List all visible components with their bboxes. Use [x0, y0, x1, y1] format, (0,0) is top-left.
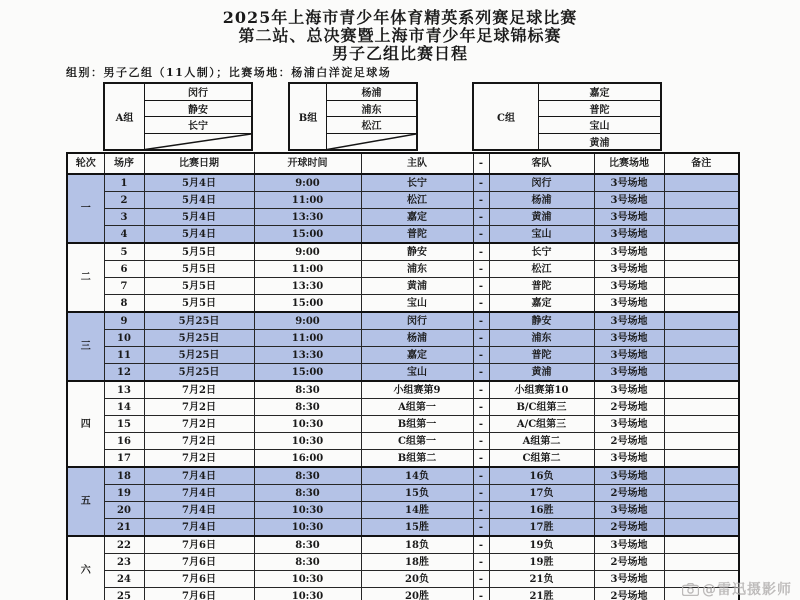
kickoff-time-cell: 16:00 — [254, 450, 361, 468]
remarks-cell — [664, 243, 739, 261]
vs-dash-cell: - — [473, 278, 489, 295]
remarks-cell — [664, 330, 739, 347]
kickoff-time-cell: 11:00 — [254, 330, 361, 347]
group-box-b — [288, 82, 418, 151]
kickoff-time-cell: 8:30 — [254, 399, 361, 416]
kickoff-time-cell: 13:30 — [254, 347, 361, 364]
table-row — [67, 295, 739, 313]
table-row — [67, 467, 739, 485]
match-schedule-table — [66, 152, 740, 600]
home-team-cell: 普陀 — [361, 226, 473, 244]
home-team-cell: 宝山 — [361, 364, 473, 382]
group-team: 嘉定 — [539, 84, 660, 101]
group-box-c — [472, 82, 662, 151]
vs-dash-cell: - — [473, 209, 489, 226]
home-team-cell: 闵行 — [361, 312, 473, 330]
home-team-cell: A组第一 — [361, 399, 473, 416]
kickoff-time-cell: 9:00 — [254, 312, 361, 330]
match-no-cell: 23 — [104, 554, 144, 571]
vs-dash-cell: - — [473, 192, 489, 209]
venue-cell: 3号场地 — [594, 416, 664, 433]
away-team-cell: 松江 — [489, 261, 594, 278]
kickoff-time-cell: 8:30 — [254, 536, 361, 554]
remarks-cell — [664, 312, 739, 330]
date-cell: 5月5日 — [144, 261, 254, 278]
home-team-cell: 静安 — [361, 243, 473, 261]
venue-cell: 2号场地 — [594, 554, 664, 571]
date-cell: 7月2日 — [144, 433, 254, 450]
date-cell: 7月6日 — [144, 571, 254, 588]
away-team-cell: 杨浦 — [489, 192, 594, 209]
date-cell: 7月4日 — [144, 485, 254, 502]
home-team-cell: 宝山 — [361, 295, 473, 313]
match-no-cell: 25 — [104, 588, 144, 600]
home-team-cell: 15胜 — [361, 519, 473, 537]
date-cell: 7月2日 — [144, 399, 254, 416]
vs-dash-cell: - — [473, 416, 489, 433]
match-no-cell: 13 — [104, 381, 144, 399]
away-team-cell: 17胜 — [489, 519, 594, 537]
vs-dash-cell: - — [473, 536, 489, 554]
venue-cell: 3号场地 — [594, 330, 664, 347]
match-no-cell: 3 — [104, 209, 144, 226]
round-number-cell: 一 — [67, 174, 104, 243]
round-number-cell: 六 — [67, 536, 104, 600]
kickoff-time-cell: 10:30 — [254, 588, 361, 600]
kickoff-time-cell: 9:00 — [254, 174, 361, 192]
group-team: 宝山 — [539, 117, 660, 134]
venue-cell: 2号场地 — [594, 519, 664, 537]
date-cell: 5月5日 — [144, 243, 254, 261]
match-no-cell: 15 — [104, 416, 144, 433]
home-team-cell: 18胜 — [361, 554, 473, 571]
table-row — [67, 243, 739, 261]
vs-dash-cell: - — [473, 485, 489, 502]
venue-cell: 3号场地 — [594, 278, 664, 295]
home-team-cell: 松江 — [361, 192, 473, 209]
match-no-cell: 19 — [104, 485, 144, 502]
date-cell: 7月6日 — [144, 554, 254, 571]
kickoff-time-cell: 15:00 — [254, 295, 361, 313]
remarks-cell — [664, 192, 739, 209]
round-number-cell: 五 — [67, 467, 104, 536]
photographer-watermark — [682, 579, 792, 599]
group-label: B组 — [290, 84, 327, 149]
match-no-cell: 17 — [104, 450, 144, 468]
group-empty-diagonal-cell — [145, 134, 251, 150]
remarks-cell — [664, 502, 739, 519]
remarks-cell — [664, 226, 739, 244]
group-team: 浦东 — [327, 101, 416, 118]
vs-dash-cell: - — [473, 433, 489, 450]
date-cell: 7月4日 — [144, 467, 254, 485]
away-team-cell: 黄浦 — [489, 209, 594, 226]
round-number-cell: 三 — [67, 312, 104, 381]
home-team-cell: 20胜 — [361, 588, 473, 600]
kickoff-time-cell: 13:30 — [254, 209, 361, 226]
group-team: 普陀 — [539, 101, 660, 118]
vs-dash-cell: - — [473, 399, 489, 416]
date-cell: 5月5日 — [144, 278, 254, 295]
kickoff-time-cell: 8:30 — [254, 485, 361, 502]
remarks-cell — [664, 174, 739, 192]
group-team-list — [145, 84, 251, 149]
away-team-cell: 浦东 — [489, 330, 594, 347]
remarks-cell — [664, 519, 739, 537]
kickoff-time-cell: 10:30 — [254, 433, 361, 450]
date-cell: 5月25日 — [144, 312, 254, 330]
venue-cell: 3号场地 — [594, 192, 664, 209]
date-cell: 7月6日 — [144, 588, 254, 600]
venue-cell: 3号场地 — [594, 347, 664, 364]
match-no-cell: 20 — [104, 502, 144, 519]
away-team-cell: 长宁 — [489, 243, 594, 261]
date-cell: 5月25日 — [144, 364, 254, 382]
vs-dash-cell: - — [473, 174, 489, 192]
away-team-cell: B/C组第三 — [489, 399, 594, 416]
kickoff-time-cell: 10:30 — [254, 416, 361, 433]
vs-dash-cell: - — [473, 502, 489, 519]
title-line-1: 2025年上海市青少年体育精英系列赛足球比赛 — [222, 8, 578, 27]
venue-cell: 2号场地 — [594, 485, 664, 502]
date-cell: 7月2日 — [144, 381, 254, 399]
home-team-cell: 15负 — [361, 485, 473, 502]
kickoff-time-cell: 8:30 — [254, 554, 361, 571]
title-line-2: 第二站、总决赛暨上海市青少年足球锦标赛 — [238, 26, 562, 45]
match-no-cell: 18 — [104, 467, 144, 485]
date-cell: 7月2日 — [144, 416, 254, 433]
remarks-cell — [664, 536, 739, 554]
table-row — [67, 502, 739, 519]
venue-cell: 3号场地 — [594, 502, 664, 519]
home-team-cell: 杨浦 — [361, 330, 473, 347]
remarks-cell — [664, 278, 739, 295]
home-team-cell: C组第一 — [361, 433, 473, 450]
away-team-cell: 黄浦 — [489, 364, 594, 382]
kickoff-time-cell: 15:00 — [254, 364, 361, 382]
vs-dash-cell: - — [473, 571, 489, 588]
home-team-cell: 小组赛第9 — [361, 381, 473, 399]
header-kickoff: 开球时间 — [254, 153, 361, 174]
group-box-a — [103, 82, 253, 151]
header-home-team: 主队 — [361, 153, 473, 174]
venue-cell: 3号场地 — [594, 174, 664, 192]
home-team-cell: 14胜 — [361, 502, 473, 519]
group-team: 杨浦 — [327, 84, 416, 101]
table-row — [67, 261, 739, 278]
table-row — [67, 536, 739, 554]
vs-dash-cell: - — [473, 295, 489, 313]
remarks-cell — [664, 554, 739, 571]
remarks-cell — [664, 347, 739, 364]
kickoff-time-cell: 9:00 — [254, 243, 361, 261]
header-match-no: 场序 — [104, 153, 144, 174]
home-team-cell: B组第二 — [361, 450, 473, 468]
header-round: 轮次 — [67, 153, 104, 174]
table-row — [67, 554, 739, 571]
document-title-block — [0, 9, 800, 63]
table-row — [67, 416, 739, 433]
match-no-cell: 4 — [104, 226, 144, 244]
match-no-cell: 5 — [104, 243, 144, 261]
table-row — [67, 399, 739, 416]
home-team-cell: 14负 — [361, 467, 473, 485]
home-team-cell: 黄浦 — [361, 278, 473, 295]
away-team-cell: 21负 — [489, 571, 594, 588]
group-team: 闵行 — [145, 84, 251, 101]
date-cell: 5月25日 — [144, 347, 254, 364]
away-team-cell: 16负 — [489, 467, 594, 485]
vs-dash-cell: - — [473, 243, 489, 261]
home-team-cell: 20负 — [361, 571, 473, 588]
date-cell: 7月6日 — [144, 536, 254, 554]
remarks-cell — [664, 364, 739, 382]
table-row — [67, 330, 739, 347]
header-venue: 比赛场地 — [594, 153, 664, 174]
remarks-cell — [664, 450, 739, 468]
home-team-cell: 18负 — [361, 536, 473, 554]
venue-cell: 3号场地 — [594, 226, 664, 244]
vs-dash-cell: - — [473, 467, 489, 485]
away-team-cell: A组第二 — [489, 433, 594, 450]
header-remarks: 备注 — [664, 153, 739, 174]
header-vs-dash: - — [473, 153, 489, 174]
kickoff-time-cell: 10:30 — [254, 571, 361, 588]
group-team-list — [327, 84, 416, 149]
home-team-cell: 浦东 — [361, 261, 473, 278]
match-no-cell: 12 — [104, 364, 144, 382]
table-row — [67, 347, 739, 364]
remarks-cell — [664, 399, 739, 416]
group-label: A组 — [105, 84, 145, 149]
away-team-cell: 21胜 — [489, 588, 594, 600]
table-row — [67, 519, 739, 537]
away-team-cell: 19负 — [489, 536, 594, 554]
vs-dash-cell: - — [473, 261, 489, 278]
away-team-cell: 小组赛第10 — [489, 381, 594, 399]
remarks-cell — [664, 261, 739, 278]
match-no-cell: 22 — [104, 536, 144, 554]
table-row — [67, 381, 739, 399]
remarks-cell — [664, 416, 739, 433]
venue-cell: 2号场地 — [594, 588, 664, 600]
remarks-cell — [664, 381, 739, 399]
away-team-cell: 普陀 — [489, 278, 594, 295]
table-row — [67, 174, 739, 192]
table-body — [67, 174, 739, 600]
vs-dash-cell: - — [473, 364, 489, 382]
table-row — [67, 278, 739, 295]
kickoff-time-cell: 11:00 — [254, 261, 361, 278]
away-team-cell: C组第二 — [489, 450, 594, 468]
group-team: 松江 — [327, 117, 416, 134]
away-team-cell: 嘉定 — [489, 295, 594, 313]
header-away-team: 客队 — [489, 153, 594, 174]
venue-cell: 3号场地 — [594, 364, 664, 382]
away-team-cell: 16胜 — [489, 502, 594, 519]
date-cell: 7月2日 — [144, 450, 254, 468]
vs-dash-cell: - — [473, 330, 489, 347]
date-cell: 5月5日 — [144, 295, 254, 313]
kickoff-time-cell: 13:30 — [254, 278, 361, 295]
venue-cell: 3号场地 — [594, 312, 664, 330]
date-cell: 5月4日 — [144, 192, 254, 209]
vs-dash-cell: - — [473, 588, 489, 600]
away-team-cell: 17负 — [489, 485, 594, 502]
group-team-list — [539, 84, 660, 149]
match-no-cell: 10 — [104, 330, 144, 347]
match-no-cell: 7 — [104, 278, 144, 295]
remarks-cell — [664, 485, 739, 502]
venue-cell: 3号场地 — [594, 381, 664, 399]
table-row — [67, 588, 739, 600]
venue-cell: 3号场地 — [594, 295, 664, 313]
match-no-cell: 9 — [104, 312, 144, 330]
vs-dash-cell: - — [473, 554, 489, 571]
vs-dash-cell: - — [473, 519, 489, 537]
vs-dash-cell: - — [473, 381, 489, 399]
date-cell: 7月4日 — [144, 502, 254, 519]
venue-cell: 3号场地 — [594, 536, 664, 554]
kickoff-time-cell: 8:30 — [254, 381, 361, 399]
venue-cell: 3号场地 — [594, 450, 664, 468]
table-row — [67, 485, 739, 502]
vs-dash-cell: - — [473, 226, 489, 244]
remarks-cell — [664, 467, 739, 485]
group-empty-diagonal-cell — [327, 134, 416, 150]
group-label: C组 — [474, 84, 539, 149]
round-number-cell: 四 — [67, 381, 104, 467]
home-team-cell: 长宁 — [361, 174, 473, 192]
vs-dash-cell: - — [473, 450, 489, 468]
date-cell: 5月4日 — [144, 174, 254, 192]
date-cell: 5月4日 — [144, 226, 254, 244]
group-team: 静安 — [145, 101, 251, 118]
match-no-cell: 2 — [104, 192, 144, 209]
table-header-row — [67, 153, 739, 174]
venue-cell: 3号场地 — [594, 261, 664, 278]
venue-cell: 3号场地 — [594, 209, 664, 226]
table-row — [67, 312, 739, 330]
group-team: 黄浦 — [589, 137, 610, 149]
title-line-3: 男子乙组比赛日程 — [331, 44, 468, 63]
remarks-cell — [664, 433, 739, 450]
table-row — [67, 364, 739, 382]
group-team: 长宁 — [145, 117, 251, 134]
away-team-cell: A/C组第三 — [489, 416, 594, 433]
venue-cell: 3号场地 — [594, 243, 664, 261]
venue-cell: 3号场地 — [594, 467, 664, 485]
group-and-venue-info: 组别：男子乙组（11人制）；比赛场地：杨浦白洋淀足球场 — [66, 66, 392, 79]
watermark-text: @雷迅摄影师 — [702, 582, 792, 598]
venue-cell: 2号场地 — [594, 433, 664, 450]
match-no-cell: 1 — [104, 174, 144, 192]
table-row — [67, 571, 739, 588]
vs-dash-cell: - — [473, 312, 489, 330]
camera-icon — [682, 583, 699, 596]
table-row — [67, 433, 739, 450]
round-number-cell: 二 — [67, 243, 104, 312]
away-team-cell: 19胜 — [489, 554, 594, 571]
home-team-cell: 嘉定 — [361, 347, 473, 364]
date-cell: 5月25日 — [144, 330, 254, 347]
match-no-cell: 14 — [104, 399, 144, 416]
remarks-cell — [664, 209, 739, 226]
date-cell: 7月4日 — [144, 519, 254, 537]
table-row — [67, 226, 739, 244]
kickoff-time-cell: 10:30 — [254, 502, 361, 519]
match-no-cell: 6 — [104, 261, 144, 278]
away-team-cell: 闵行 — [489, 174, 594, 192]
match-no-cell: 21 — [104, 519, 144, 537]
table-row — [67, 209, 739, 226]
away-team-cell: 宝山 — [489, 226, 594, 244]
date-cell: 5月4日 — [144, 209, 254, 226]
venue-cell: 2号场地 — [594, 399, 664, 416]
home-team-cell: 嘉定 — [361, 209, 473, 226]
match-no-cell: 11 — [104, 347, 144, 364]
away-team-cell: 静安 — [489, 312, 594, 330]
match-no-cell: 24 — [104, 571, 144, 588]
kickoff-time-cell: 10:30 — [254, 519, 361, 537]
home-team-cell: B组第一 — [361, 416, 473, 433]
match-no-cell: 16 — [104, 433, 144, 450]
venue-cell: 3号场地 — [594, 571, 664, 588]
remarks-cell — [664, 295, 739, 313]
table-row — [67, 192, 739, 209]
table-row — [67, 450, 739, 468]
vs-dash-cell: - — [473, 347, 489, 364]
kickoff-time-cell: 11:00 — [254, 192, 361, 209]
header-date: 比赛日期 — [144, 153, 254, 174]
kickoff-time-cell: 15:00 — [254, 226, 361, 244]
kickoff-time-cell: 8:30 — [254, 467, 361, 485]
away-team-cell: 普陀 — [489, 347, 594, 364]
match-no-cell: 8 — [104, 295, 144, 313]
